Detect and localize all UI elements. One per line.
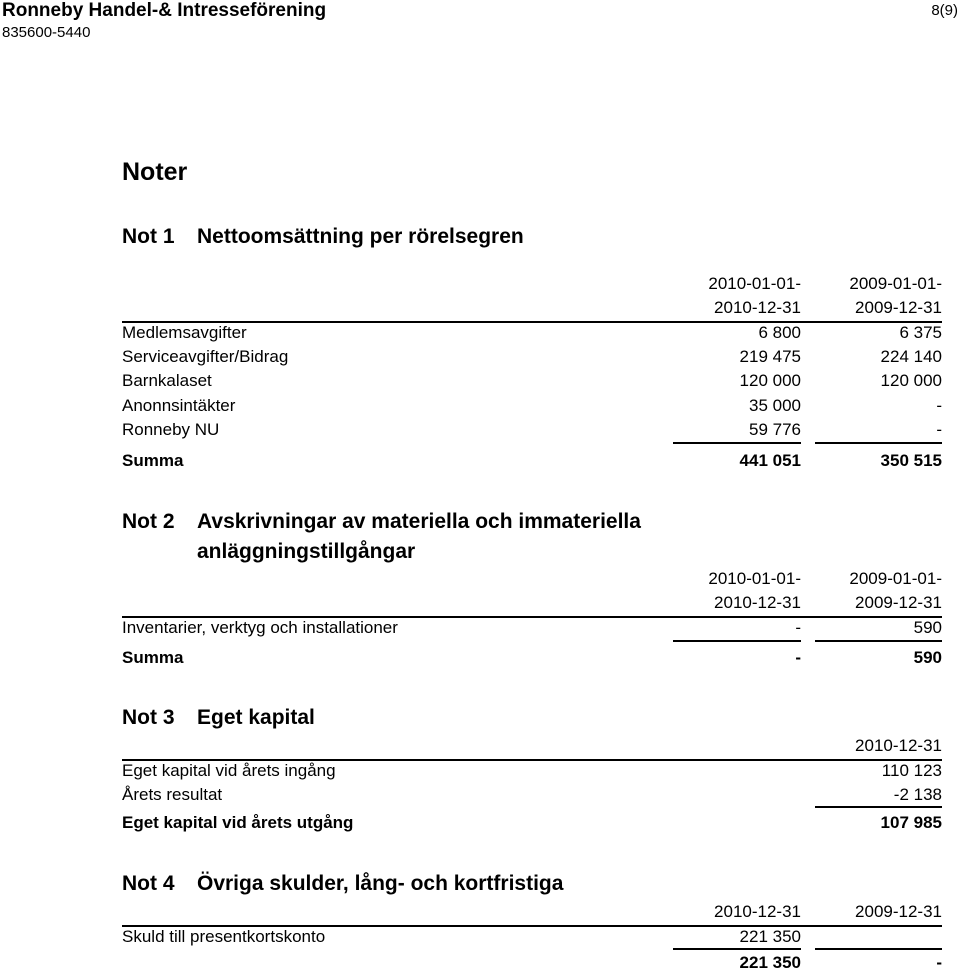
note1-heading: [122, 225, 524, 249]
note2-title-line1: Avskrivningar av materiella och immateriella: [197, 510, 641, 533]
note4-sum-rule-col2: [815, 948, 942, 950]
table-cell: -: [795, 618, 801, 637]
note1-sum-rule-col1: [673, 442, 801, 444]
table-cell: 224 140: [880, 347, 942, 366]
table-row-label: Ronneby NU: [122, 420, 220, 439]
note2-col1-line1: 2010-01-01-: [708, 569, 801, 588]
note2-col2-line1: 2009-01-01-: [849, 569, 942, 588]
table-row-label: Barnkalaset: [122, 371, 212, 390]
note1-col2-line2: 2009-12-31: [855, 298, 942, 317]
note3-total-label: Eget kapital vid årets utgång: [122, 813, 354, 832]
note3-col-header: 2010-12-31: [855, 736, 942, 755]
note3-heading: [122, 706, 315, 730]
note1-title: Nettoomsättning per rörelsegren: [197, 225, 524, 248]
org-number: 835600-5440: [2, 24, 91, 41]
table-cell: 35 000: [749, 396, 801, 415]
table-cell: 219 475: [739, 347, 801, 366]
table-row-label: Anonnsintäkter: [122, 396, 236, 415]
note4-heading: [122, 872, 563, 896]
table-cell: 590: [913, 618, 942, 637]
note4-total-col1: 221 350: [739, 953, 801, 972]
note1-total-col1: 441 051: [739, 451, 801, 470]
note4-sum-rule-col1: [673, 948, 801, 950]
table-cell: 221 350: [739, 927, 801, 946]
table-cell: -: [936, 420, 942, 439]
note1-sum-rule-col2: [815, 442, 942, 444]
note4-total-col2: -: [936, 953, 942, 972]
table-row-label: Medlemsavgifter: [122, 323, 247, 342]
note4-number: Not 4: [122, 872, 175, 895]
organization-name: Ronneby Handel-& Intresseförening: [2, 0, 327, 21]
note3-sum-rule: [815, 806, 942, 808]
table-row-label: Serviceavgifter/Bidrag: [122, 347, 289, 366]
note1-col2-line1: 2009-01-01-: [849, 274, 942, 293]
note2-col2-line2: 2009-12-31: [855, 593, 942, 612]
table-cell: 59 776: [749, 420, 801, 439]
note1-total-col2: 350 515: [880, 451, 942, 470]
note2-number: Not 2: [122, 510, 175, 533]
table-cell: 110 123: [881, 761, 942, 780]
note2-col1-line2: 2010-12-31: [714, 593, 801, 612]
table-cell: 6 375: [899, 323, 942, 342]
note4-title: Övriga skulder, lång- och kortfristiga: [197, 872, 564, 895]
table-cell: -2 138: [893, 785, 942, 804]
table-cell: 6 800: [758, 323, 801, 342]
note3-total-col2: 107 985: [880, 813, 942, 832]
note2-title-line2: anläggningstillgångar: [197, 540, 416, 563]
note2-total-col1: -: [795, 648, 801, 667]
note3-number: Not 3: [122, 706, 175, 729]
table-cell: 120 000: [739, 371, 801, 390]
note2-sum-rule-col1: [673, 640, 801, 642]
section-title: Noter: [122, 158, 188, 186]
note2-total-col2: 590: [913, 648, 942, 667]
note2-sum-rule-col2: [815, 640, 942, 642]
table-cell: -: [936, 396, 942, 415]
note4-col1-header: 2010-12-31: [714, 902, 801, 921]
table-row-label: Eget kapital vid årets ingång: [122, 761, 336, 780]
note2-total-label: Summa: [122, 648, 184, 667]
note2-heading: [122, 510, 641, 534]
table-row-label: Årets resultat: [122, 785, 223, 804]
table-row-label: Skuld till presentkortskonto: [122, 927, 326, 946]
note3-title: Eget kapital: [197, 706, 315, 729]
note1-total-label: Summa: [122, 451, 184, 470]
note1-col1-line1: 2010-01-01-: [708, 274, 801, 293]
note1-col1-line2: 2010-12-31: [714, 298, 801, 317]
page-number: 8(9): [931, 2, 958, 19]
note1-number: Not 1: [122, 225, 175, 248]
table-row-label: Inventarier, verktyg och installationer: [122, 618, 398, 637]
table-cell: 120 000: [880, 371, 942, 390]
note4-col2-header: 2009-12-31: [855, 902, 942, 921]
